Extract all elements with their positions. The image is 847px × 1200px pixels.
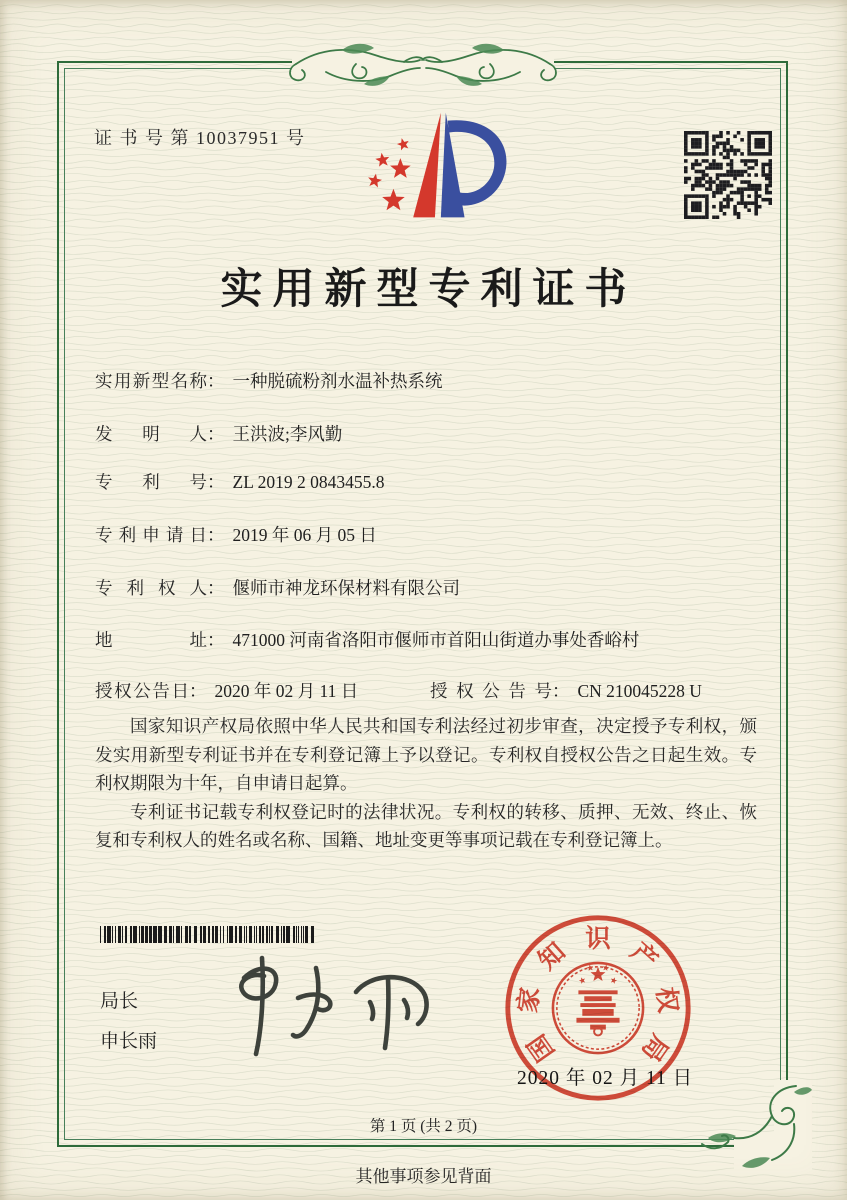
- director-title: 局长: [100, 991, 139, 1012]
- signature-shen-changyu-icon: [218, 948, 433, 1060]
- cnipa-logo-icon: [350, 106, 508, 236]
- page-number: 第 1 页 (共 2 页): [369, 1118, 478, 1135]
- qr-code-icon: [684, 131, 772, 219]
- field-row-inventor: 发明人： 王洪波;李风勤: [95, 421, 765, 446]
- field-row-address: 地址： 471000 河南省洛阳市偃师市首阳山街道办事处香峪村: [95, 627, 765, 652]
- top-border-ornament-icon: [286, 38, 560, 90]
- field-value: 2020 年 02 月 11 日: [214, 681, 359, 701]
- field-value: CN 210045228 U: [577, 681, 702, 701]
- field-label: 发明人: [95, 424, 207, 444]
- field-row-filing-date: 专利申请日： 2019 年 06 月 05 日: [95, 522, 765, 547]
- seal-text: [513, 924, 683, 1067]
- svg-text:知: 知: [532, 936, 571, 976]
- legal-paragraph-1: 国家知识产权局依照中华人民共和国专利法经过初步审查，决定授予专利权，颁发实用新型专利证书并在专利登记簿上予以登记。专利权自授权公告之日起生效。专利权期限为十年，自申请日起算。: [95, 716, 757, 793]
- field-value: 一种脱硫粉剂水温补热系统: [232, 371, 443, 391]
- national-emblem-icon: [553, 963, 643, 1053]
- svg-text:产: 产: [625, 936, 664, 976]
- field-label: 地址: [95, 630, 207, 650]
- field-value: 2019 年 06 月 05 日: [232, 525, 377, 545]
- field-row-patentee: 专利权人： 偃师市神龙环保材料有限公司: [95, 575, 765, 600]
- field-value: ZL 2019 2 0843455.8: [232, 472, 385, 492]
- legal-paragraph-2: 专利证书记载专利权登记时的法律状况。专利权的转移、质押、无效、终止、恢复和专利权人的姓名或名称、国籍、地址变更等事项记载在专利登记簿上。: [95, 801, 757, 850]
- field-label: 专利权人: [95, 578, 207, 598]
- svg-text:家: 家: [513, 985, 545, 1015]
- svg-text:国: 国: [521, 1029, 561, 1067]
- field-label: 实用新型名称: [95, 371, 207, 391]
- certificate-title: 实用新型专利证书: [220, 267, 637, 313]
- field-label: 授权公告号: [430, 681, 552, 701]
- field-row-grant-info: 授权公告日： 2020 年 02 月 11 日 授权公告号： CN 210045228 U: [95, 678, 765, 703]
- certificate-number: 证 书 号 第 10037951 号: [94, 128, 306, 148]
- field-label: 专利申请日: [95, 525, 207, 545]
- field-row-utility-model-name: 实用新型名称： 一种脱硫粉剂水温补热系统: [95, 368, 765, 393]
- seal-date: 2020 年 02 月 11 日: [517, 1068, 694, 1089]
- field-value: 偃师市神龙环保材料有限公司: [232, 578, 460, 598]
- barcode: [100, 926, 318, 943]
- back-side-note: 其他事项参见背面: [355, 1167, 492, 1186]
- director-name: 申长雨: [100, 1031, 158, 1052]
- field-value: 471000 河南省洛阳市偃师市首阳山街道办事处香峪村: [232, 630, 640, 650]
- field-row-patent-number: 专利号： ZL 2019 2 0843455.8: [95, 469, 765, 494]
- field-pair-grant-number: 授权公告号： CN 210045228 U: [430, 678, 702, 703]
- field-label: 专利号: [95, 472, 207, 492]
- field-value: 王洪波;李风勤: [232, 424, 343, 444]
- field-label: 授权公告日: [95, 681, 189, 701]
- legal-text: [95, 712, 757, 855]
- svg-text:识: 识: [585, 923, 611, 953]
- svg-text:权: 权: [651, 985, 683, 1015]
- svg-text:局: 局: [635, 1029, 675, 1067]
